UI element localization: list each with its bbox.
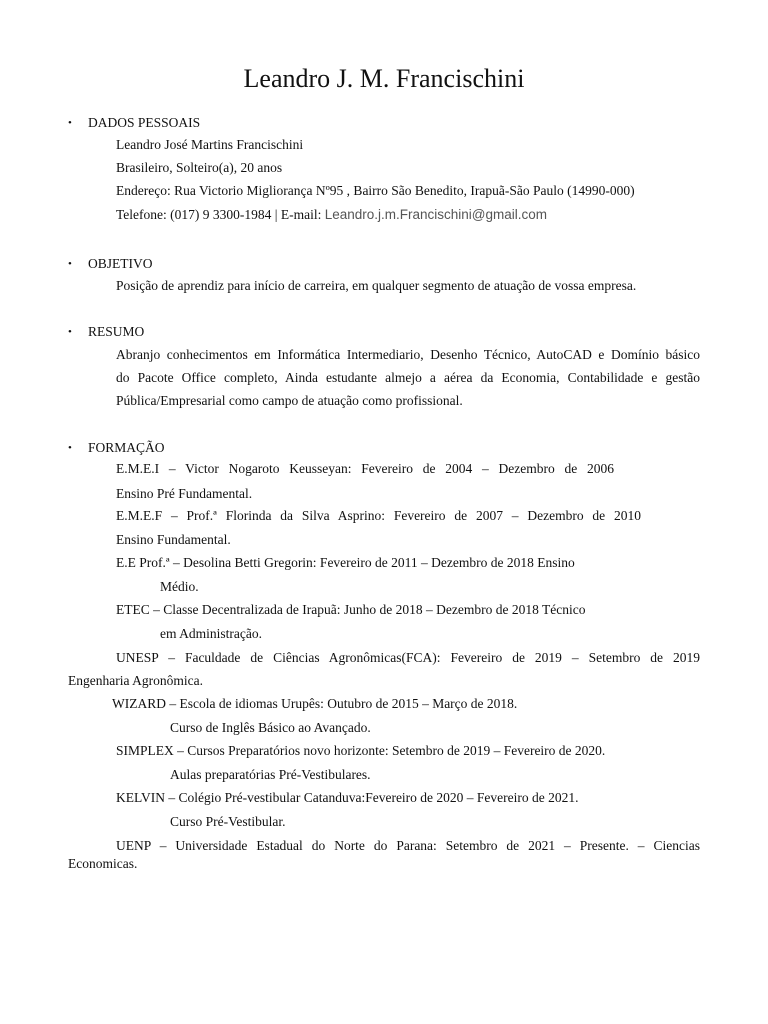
summary-line-2: do Pacote Office completo, Ainda estudante almejo a aérea da Economia, Contabilidade e gestão bbox=[116, 370, 700, 385]
edu-wizard: WIZARD – Escola de idiomas Urupês: Outubro de 2015 – Março de 2018. bbox=[112, 696, 518, 711]
edu-ee: E.E Prof.ª – Desolina Betti Gregorin: Fevereiro de 2011 – Dezembro de 2018 Ensino bbox=[116, 555, 575, 570]
edu-kelvin: KELVIN – Colégio Pré-vestibular Catanduva:Fevereiro de 2020 – Fevereiro de 2021. bbox=[116, 790, 579, 805]
edu-ee-level: Médio. bbox=[160, 579, 199, 594]
full-name: Leandro José Martins Francischini bbox=[116, 137, 304, 152]
edu-emef: E.M.E.F – Prof.ª Florinda da Silva Asprino: Fevereiro de 2007 – Dezembro de 2010 bbox=[116, 508, 641, 523]
edu-emei-level: Ensino Pré Fundamental. bbox=[116, 486, 253, 501]
edu-etec: ETEC – Classe Decentralizada de Irapuã: Junho de 2018 – Dezembro de 2018 Técnico bbox=[116, 602, 586, 617]
edu-wizard-level: Curso de Inglês Básico ao Avançado. bbox=[170, 720, 371, 735]
edu-uenp-level: Economicas. bbox=[68, 856, 138, 871]
summary-line-1: Abranjo conhecimentos em Informática Intermediario, Desenho Técnico, AutoCAD e Domínio básico bbox=[116, 347, 700, 362]
address: Endereço: Rua Victorio Migliorança Nº95 , Bairro São Benedito, Irapuã-São Paulo (14990-000) bbox=[116, 183, 635, 198]
bullet-formacao: • bbox=[68, 442, 72, 454]
heading-resumo: RESUMO bbox=[88, 324, 145, 339]
edu-simplex-level: Aulas preparatórias Pré-Vestibulares. bbox=[170, 767, 371, 782]
edu-unesp-level: Engenharia Agronômica. bbox=[68, 673, 203, 688]
email-link[interactable]: Leandro.j.m.Francischini@gmail.com bbox=[324, 207, 547, 222]
edu-uenp: UENP – Universidade Estadual do Norte do Parana: Setembro de 2021 – Presente. – Ciencias bbox=[116, 838, 700, 853]
objective-text: Posição de aprendiz para início de carreira, em qualquer segmento de atuação de vossa empresa. bbox=[116, 278, 637, 293]
contact-line bbox=[116, 206, 547, 224]
heading-dados-pessoais: DADOS PESSOAIS bbox=[88, 115, 201, 130]
edu-emef-level: Ensino Fundamental. bbox=[116, 532, 231, 547]
phone: Telefone: (017) 9 3300-1984 | E-mail: bbox=[116, 207, 325, 222]
bullet-objetivo: • bbox=[68, 258, 72, 270]
personal-info: Brasileiro, Solteiro(a), 20 anos bbox=[116, 160, 283, 175]
edu-emei: E.M.E.I – Victor Nogaroto Keusseyan: Fevereiro de 2004 – Dezembro de 2006 bbox=[116, 461, 614, 476]
edu-etec-level: em Administração. bbox=[160, 626, 262, 641]
edu-kelvin-level: Curso Pré-Vestibular. bbox=[170, 814, 286, 829]
edu-simplex: SIMPLEX – Cursos Preparatórios novo horizonte: Setembro de 2019 – Fevereiro de 2020. bbox=[116, 743, 606, 758]
bullet-resumo: • bbox=[68, 326, 72, 338]
bullet-dados: • bbox=[68, 117, 72, 129]
summary-line-3: Pública/Empresarial como campo de atuação como profissional. bbox=[116, 393, 463, 408]
heading-formacao: FORMAÇÃO bbox=[88, 440, 165, 455]
heading-objetivo: OBJETIVO bbox=[88, 256, 153, 271]
edu-unesp: UNESP – Faculdade de Ciências Agronômicas(FCA): Fevereiro de 2019 – Setembro de 2019 bbox=[116, 650, 700, 665]
resume-title: Leandro J. M. Francischini bbox=[243, 64, 525, 93]
